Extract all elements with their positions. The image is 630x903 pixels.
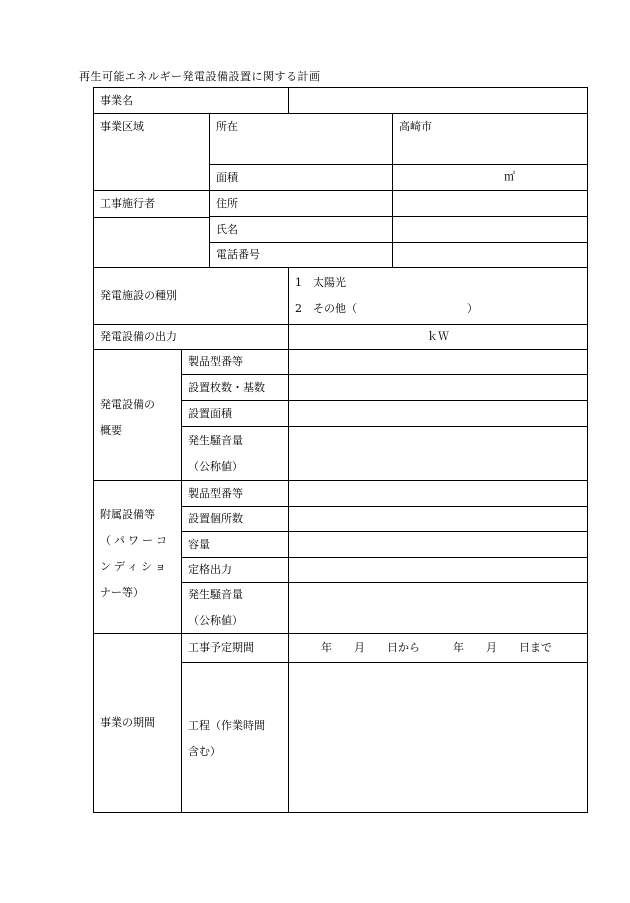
panel-count-input[interactable] [288, 374, 588, 401]
noise-label-line1: 発生騒音量 [188, 433, 243, 447]
process-label [181, 662, 289, 813]
name-label: 氏名 [209, 216, 393, 243]
aux-count-label: 設置個所数 [181, 506, 289, 532]
rated-output-input[interactable] [288, 557, 588, 583]
model-label: 製品型番等 [181, 349, 289, 375]
aux-label-line3: ンディショ [100, 560, 169, 573]
address-input[interactable] [392, 190, 588, 217]
aux-noise-label-line1: 発生騒音量 [188, 588, 243, 601]
location-value[interactable]: 高崎市 [392, 113, 588, 165]
process-input[interactable] [288, 662, 588, 813]
install-area-label: 設置面積 [181, 400, 289, 427]
overview-label [93, 349, 182, 481]
output-input[interactable] [288, 324, 588, 350]
construction-period-label: 工事予定期間 [181, 633, 289, 663]
address-label: 住所 [209, 190, 393, 217]
capacity-input[interactable] [288, 531, 588, 558]
area-unit: ㎡ [504, 170, 515, 183]
noise-label [181, 426, 289, 481]
aux-noise-label-line2: （公称値） [188, 614, 243, 627]
facility-type-options[interactable] [288, 267, 588, 325]
model-input[interactable] [288, 349, 588, 375]
panel-count-label: 設置枚数・基数 [181, 374, 289, 401]
aux-model-input[interactable] [288, 480, 588, 507]
process-label-line1: 工程（作業時間 [188, 719, 265, 732]
capacity-label: 容量 [181, 531, 289, 558]
aux-label-line1: 附属設備等 [100, 508, 155, 521]
phone-input[interactable] [392, 242, 588, 268]
business-name-input[interactable] [288, 87, 588, 114]
process-label-line2: 含む） [188, 745, 221, 758]
name-input[interactable] [392, 216, 588, 243]
output-label: 発電設備の出力 [93, 324, 289, 350]
aux-equipment-label [93, 480, 182, 634]
output-unit: ｋＷ [427, 330, 449, 343]
phone-label: 電話番号 [209, 242, 393, 268]
form-title: 再生可能エネルギー発電設備設置に関する計画 [79, 70, 321, 83]
overview-label-line1: 発電設備の [100, 398, 155, 411]
period-label: 事業の期間 [93, 633, 182, 813]
aux-noise-input[interactable] [288, 582, 588, 634]
aux-label-line2: （パワーコ [100, 534, 170, 547]
plan-form-table [93, 87, 588, 813]
aux-noise-label [181, 582, 289, 634]
type-option-solar[interactable]: 1 太陽光 [295, 276, 346, 289]
aux-label-line4: ナー等） [100, 586, 144, 599]
area-input[interactable] [392, 164, 588, 191]
area-label: 面積 [209, 164, 393, 191]
rated-output-label: 定格出力 [181, 557, 289, 583]
noise-label-line2: （公称値） [188, 459, 243, 473]
facility-type-label: 発電施設の種別 [93, 267, 289, 325]
location-label: 所在 [209, 113, 393, 165]
construction-period-input[interactable]: 年 月 日から 年 月 日まで [288, 633, 588, 663]
type-option-other[interactable]: 2 その他（ ） [295, 302, 478, 315]
install-area-input[interactable] [288, 400, 588, 427]
overview-label-line2: 概要 [100, 424, 122, 437]
noise-input[interactable] [288, 426, 588, 481]
business-area-label: 事業区域 [93, 113, 210, 218]
aux-count-input[interactable] [288, 506, 588, 532]
business-name-label: 事業名 [93, 87, 289, 114]
contractor-label: 工事施行者 [93, 190, 210, 268]
aux-model-label: 製品型番等 [181, 480, 289, 507]
